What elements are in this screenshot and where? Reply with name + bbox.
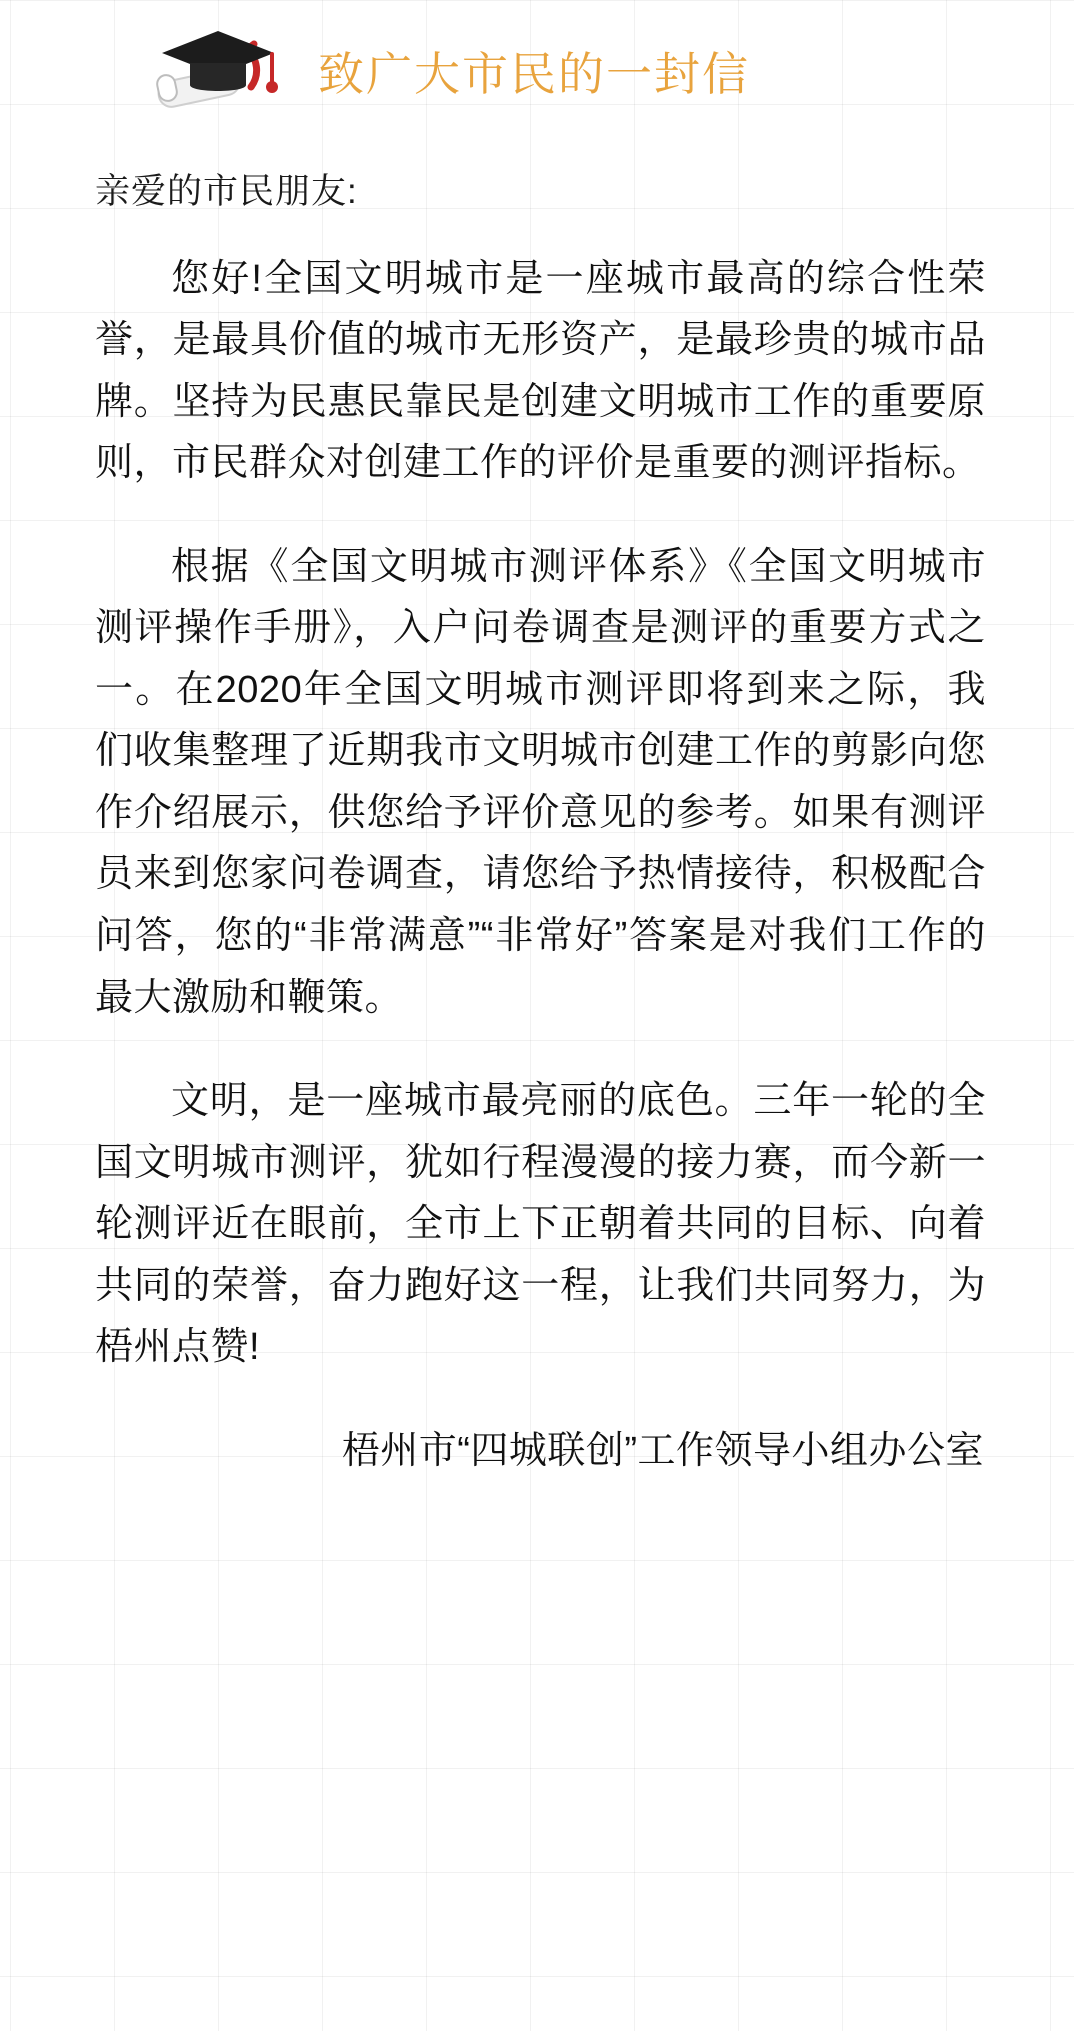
graduation-cap-icon [150, 23, 300, 119]
salutation: 亲爱的市民朋友: [95, 172, 358, 211]
page-title: 致广大市民的一封信 [318, 48, 750, 100]
signature: 梧州市“四城联创”工作领导小组办公室 [341, 1429, 984, 1472]
paragraph: 您好!全国文明城市是一座城市最高的综合性荣誉，是最具价值的城市无形资产，是最珍贵的城市品牌。坚持为民惠民靠民是创建文明城市工作的重要原则，市民群众对创建工作的评价是重要的测评指标。 [95, 257, 986, 485]
letter-header [0, 0, 1074, 120]
paragraph: 根据《全国文明城市测评体系》《全国文明城市测评操作手册》，入户问卷调查是测评的重要方式之一。在2020年全国文明城市测评即将到来之际，我们收集整理了近期我市文明城市创建工作的剪影向您作介绍展示，供您给予评价意见的参考。如果有测评员来到您家问卷调查，请您给予热情接待，积极配合问答，您的“非常满意”“非常好”答案是对我们工作的最大激励和鞭策。 [95, 545, 986, 1019]
letter-body [0, 120, 1074, 1522]
paragraph: 文明，是一座城市最亮丽的底色。三年一轮的全国文明城市测评，犹如行程漫漫的接力赛，而今新一轮测评近在眼前，全市上下正朝着共同的目标、向着共同的荣誉，奋力跑好这一程，让我们共同努力，为梧州点赞! [95, 1080, 986, 1369]
